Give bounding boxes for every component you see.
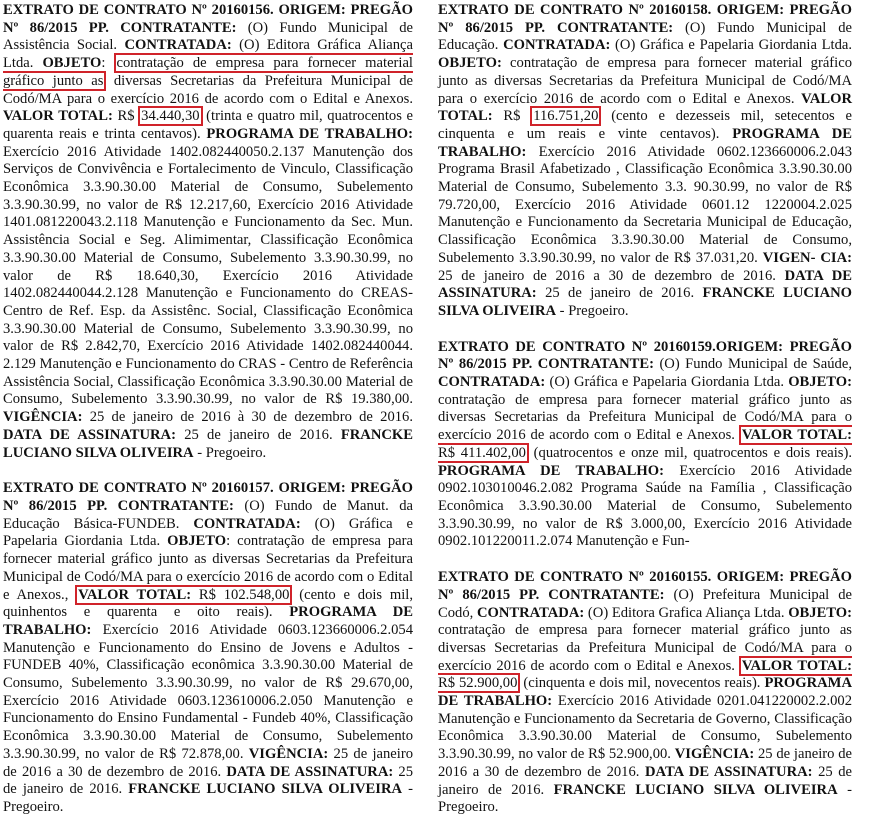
objeto-value: contratação de empresa para fornecer material gráfico junto as diversas Secretarias da Prefeitura Municipal de Codó/MA para o exercício 2016 de acordo com o Edital e Anexos. — [438, 391, 852, 444]
vigencia-label: VIGÊNCIA: — [248, 745, 329, 762]
contratada-value: (O) Gráfica e Papelaria Giordania Ltda. — [545, 374, 789, 391]
data-assinatura-value: 25 de janeiro de 2016. — [175, 426, 341, 443]
contratante-value: (O) Fundo Municipal de Assistência Social. — [3, 19, 413, 54]
programa-value: Exercício 2016 Atividade 0201.041220002.2.002 Manutenção e Funcionamento da Secretaria de Governo, Classificação Econômica 3.3.90.30.00 Material de Consumo, Subelemento 3.3.90.30.99, no valor de R$ 52.900,00. — [438, 693, 852, 763]
contract-extract-20160157 — [3, 480, 413, 816]
contratada-label: CONTRATADA: — [503, 37, 611, 54]
vigencia-label: VIGÊNCIA: — [3, 409, 83, 426]
programa-label: PROGRAMA DE TRABALHO: — [206, 125, 414, 142]
valor-currency: R$ — [492, 108, 532, 125]
signatory-name: FRANCKE LUCIANO SILVA OLIVEIRA — [553, 781, 838, 798]
objeto-value: contratação de empresa para fornecer material gráfico junto as diversas Secretarias da Prefeitura Municipal de Codó/MA para o exercício 2016 de acordo com o Edital e Anexos. — [438, 55, 852, 107]
objeto-value: : contratação de empresa para fornecer material gráfico junto as diversas Secretarias da Prefeitura Municipal de Codó/MA para o exercício 2016 de acordo com o Edital e Anexos., — [3, 533, 413, 603]
contratante-value: (O) Fundo de Manut. da Educação Básica-FUNDEB. — [3, 497, 413, 532]
entry-heading: EXTRATO DE CONTRATO Nº 20160157. ORIGEM: PREGÃO Nº 86/2015 PP. CONTRATANTE: — [3, 480, 413, 514]
objeto-label: OBJETO — [167, 533, 227, 550]
vigencia-value: 25 de janeiro de 2016 à 30 de dezembro de 2016. — [82, 409, 413, 426]
valor-total-amount: R$ 411.402,00 — [438, 444, 526, 461]
contratada-label: CONTRATADA: — [124, 37, 232, 54]
signatory-role: - Pregoeiro. — [556, 302, 629, 319]
objeto-label: OBJETO — [42, 55, 102, 72]
valor-total-label: VALOR TOTAL: — [741, 657, 852, 674]
valor-total-amount: R$ 102.548,00 — [191, 586, 290, 603]
valor-total-highlight — [75, 585, 292, 605]
valor-extenso: (cento e dezesseis mil, setecentos e cinquenta e um reais e vinte centavos). — [438, 108, 852, 142]
contratada-label: CONTRATADA: — [438, 374, 546, 391]
signatory-name: FRANCKE LUCIANO SILVA OLIVEIRA — [3, 426, 413, 461]
contratante-value: (O) Fundo Municipal de Educação. — [438, 19, 852, 54]
programa-label: PROGRAMA DE TRABALHO: — [438, 675, 852, 710]
valor-extenso: (cinquenta e dois mil, novecentos reais). — [519, 675, 765, 692]
data-assinatura-label: DATA DE ASSINATURA: — [226, 763, 394, 780]
valor-total-highlight: 34.440,30 — [138, 106, 202, 126]
data-assinatura-value: 25 de janeiro de 2016. — [438, 763, 852, 798]
valor-extenso: (trinta e quatro mil, quatrocentos e quarenta reais e trinta centavos). — [3, 108, 414, 142]
objeto-value: contratação de empresa para fornecer material gráfico junto as diversas Secretarias da Prefeitura Municipal de Codó/MA para o exercício 2016 de acordo com o Edital e Anexos. — [438, 622, 852, 674]
entry-spacer — [438, 321, 852, 339]
vigencia-label: VIGEN- CIA: — [762, 249, 853, 266]
contratada-value: (O) Editora Gráfica Aliança Ltda. — [3, 37, 413, 72]
data-assinatura-label: DATA DE ASSINATURA: — [644, 763, 813, 780]
valor-total-label: VALOR TOTAL: — [78, 586, 192, 603]
valor-total-label: VALOR TOTAL: — [438, 90, 852, 125]
entry-heading: EXTRATO DE CONTRATO Nº 20160156. ORIGEM: PREGÃO Nº 86/2015 PP. CONTRATANTE: — [3, 2, 413, 36]
entry-spacer — [438, 551, 852, 569]
data-assinatura-value: 25 de janeiro de 2016. — [3, 763, 413, 798]
contratante-value: (O) Fundo Municipal de Saúde, — [653, 356, 852, 373]
objeto-label: OBJETO: — [788, 374, 852, 391]
entry-heading: EXTRATO DE CONTRATO Nº 20160158. ORIGEM: PREGÃO Nº 86/2015 PP. CONTRATANTE: — [438, 2, 852, 36]
objeto-highlight: contratação de empresa para fornecer material gráfico junto as — [3, 55, 413, 89]
valor-total-label: VALOR TOTAL: — [3, 108, 113, 125]
programa-value: Exercício 2016 Atividade 0603.123660006.2.054 Manutenção e Funcionamento do Ensino de Jovens e Adultos - FUNDEB 40%, Classificação econômica 3.3.90.30.00 Material de Consumo, Subelemento 3.3.90.30.99, no valor de R$ 29.670,00, Exercício 2016 Atividade 0603.123610006.2.050 Manutenção e Funcionamento do Ensino Fundamental - Fundeb 40%, Classificação Econômica 3.3.90.30.00 Material de Consumo, Subelemento 3.3.90.30.99, no valor de R$ 72.878,00. — [3, 621, 413, 762]
objeto-sep: : — [101, 55, 115, 72]
programa-value: Exercício 2016 Atividade 0902.103010046.2.082 Programa Saúde na Família , Classificação Econômica 3.3.90.30.00 Material de Consumo, Subelemento 3.3.90.30.99, no valor de R$ 3.000,00, Exercício 2016 Atividade 0902.101220011.2.074 Manutenção e Fun- — [438, 462, 852, 550]
programa-value: Exercício 2016 Atividade 0602.123660006.2.043 Programa Brasil Afabetizado , Classificação Econômica 3.3.90.30.00 Material de Consumo, Subelemento 3.3. 90.30.99, no valor de R$ 79.720,00, Exercício 2016 Atividade 0601.12 1220004.2.025 Manutenção e Funcionamento da Secretaria Municipal de Educação, Classificação Econômica 3.3.90.30.00 Material de Consumo, Subelemento 3.3.90.30.99, no valor de R$ 37.031,20. — [438, 143, 852, 266]
signatory-name: FRANCKE LUCIANO SILVA OLIVEIRA — [128, 781, 403, 798]
entry-heading: EXTRATO DE CONTRATO Nº 20160155. ORIGEM: PREGÃO Nº 86/2015 PP. CONTRATANTE: — [438, 569, 852, 603]
signatory-name: FRANCKE LUCIANO SILVA OLIVEIRA — [438, 285, 853, 319]
contratada-value: (O) Gráfica e Papelaria Giordania Ltda. — [610, 37, 852, 54]
objeto-label: OBJETO: — [788, 604, 852, 621]
contratante-value: (O) Prefeitura Municipal de Codó, — [438, 586, 852, 621]
entry-heading: EXTRATO DE CONTRATO Nº 20160159.ORIGEM: PREGÃO Nº 86/2015 PP. CONTRATANTE: — [438, 338, 852, 373]
programa-value: Exercício 2016 Atividade 1402.082440050.2.137 Manutenção dos Serviços de Convivência e Fortalecimento de Vinculo, Classificação Econômica 3.3.90.30.00 Material de Consumo, Subelemento 3.3.90.30.99, no valor de R$ 12.217,60, Exercício 2016 Atividade 1401.081220043.2.118 Manutenção e Funcionamento da Sec. Mun. Assistência Social e Seg. Alimimentar, Classificação Econômica 3.3.90.30.00 Material de Consumo, Subelemento 3.3.90.30.99, no valor de R$ 18.640,30, Exercício 2016 Atividade 1402.082440044.2.128 Manutenção e Funcionamento do CREAS-Centro de Ref. Esp. da Assistênc. Social, Classificação Econômica 3.3.90.30.00 Material de Consumo, Subelemento 3.3.90.30.99, no valor de R$ 2.842,70, Exercício 2016 Atividade 1402.082440044. 2.129 Manutenção e Funcionamento do CRAS - Centro de Referência Assistência Social, Classificação Econômica 3.3.90.30.00 Material de Consumo, Subelemento 3.3.90.30.99, no valor de R$ 19.380,00. — [3, 143, 413, 408]
contratada-value: (O) Editora Grafica Aliança Ltda. — [584, 604, 789, 621]
signatory-role: - Pregoeiro. — [3, 781, 414, 815]
programa-label: PROGRAMA DE TRABALHO: — [438, 462, 664, 479]
left-column — [3, 2, 413, 817]
contratada-label: CONTRATADA: — [476, 604, 585, 621]
entry-spacer — [3, 462, 413, 480]
valor-total-label: VALOR TOTAL: — [741, 427, 852, 444]
right-column — [438, 2, 852, 817]
valor-total-amount: R$ 52.900,00 — [438, 675, 518, 692]
contratada-label: CONTRATADA: — [193, 515, 301, 532]
signatory-role: - Pregoeiro. — [438, 781, 853, 816]
contract-extract-20160159 — [438, 339, 852, 551]
valor-extenso: (quatrocentos e onze mil, quatrocentos e dois reais). — [527, 444, 852, 461]
programa-label: PROGRAMA DE TRABALHO: — [3, 604, 413, 638]
vigencia-label: VIGÊNCIA: — [674, 746, 755, 763]
objeto-label: OBJETO: — [438, 55, 502, 72]
valor-extenso: (cento e dois mil, quinhentos e quarenta e oito reais). — [3, 586, 414, 621]
data-assinatura-value: 25 de janeiro de 2016. — [536, 285, 703, 302]
contract-extract-20160158 — [438, 2, 852, 321]
signatory-role: - Pregoeiro. — [193, 444, 267, 461]
programa-label: PROGRAMA DE TRABALHO: — [438, 125, 852, 160]
objeto-value: diversas Secretarias da Prefeitura Municipal de Codó/MA para o exercício 2016 de acordo com o Edital e Anexos. — [3, 72, 413, 107]
vigencia-value: 25 de janeiro de 2016 a 30 de dezembro de 2016. — [438, 267, 785, 284]
vigencia-value: 25 de janeiro de 2016 a 30 de dezembro de 2016. — [3, 745, 413, 780]
valor-currency: R$ — [112, 108, 140, 125]
contratada-value: (O) Gráfica e Papelaria Giordania Ltda. — [3, 515, 413, 550]
valor-total-highlight: 116.751,20 — [530, 106, 601, 126]
contract-extract-20160155 — [438, 569, 852, 817]
data-assinatura-label: DATA DE ASSINATURA: — [3, 426, 176, 443]
vigencia-value: 25 de janeiro de 2016 a 30 de dezembro de 2016. — [438, 746, 852, 780]
data-assinatura-label: DATA DE ASSINATURA: — [438, 267, 852, 302]
contract-extract-20160156 — [3, 2, 413, 462]
